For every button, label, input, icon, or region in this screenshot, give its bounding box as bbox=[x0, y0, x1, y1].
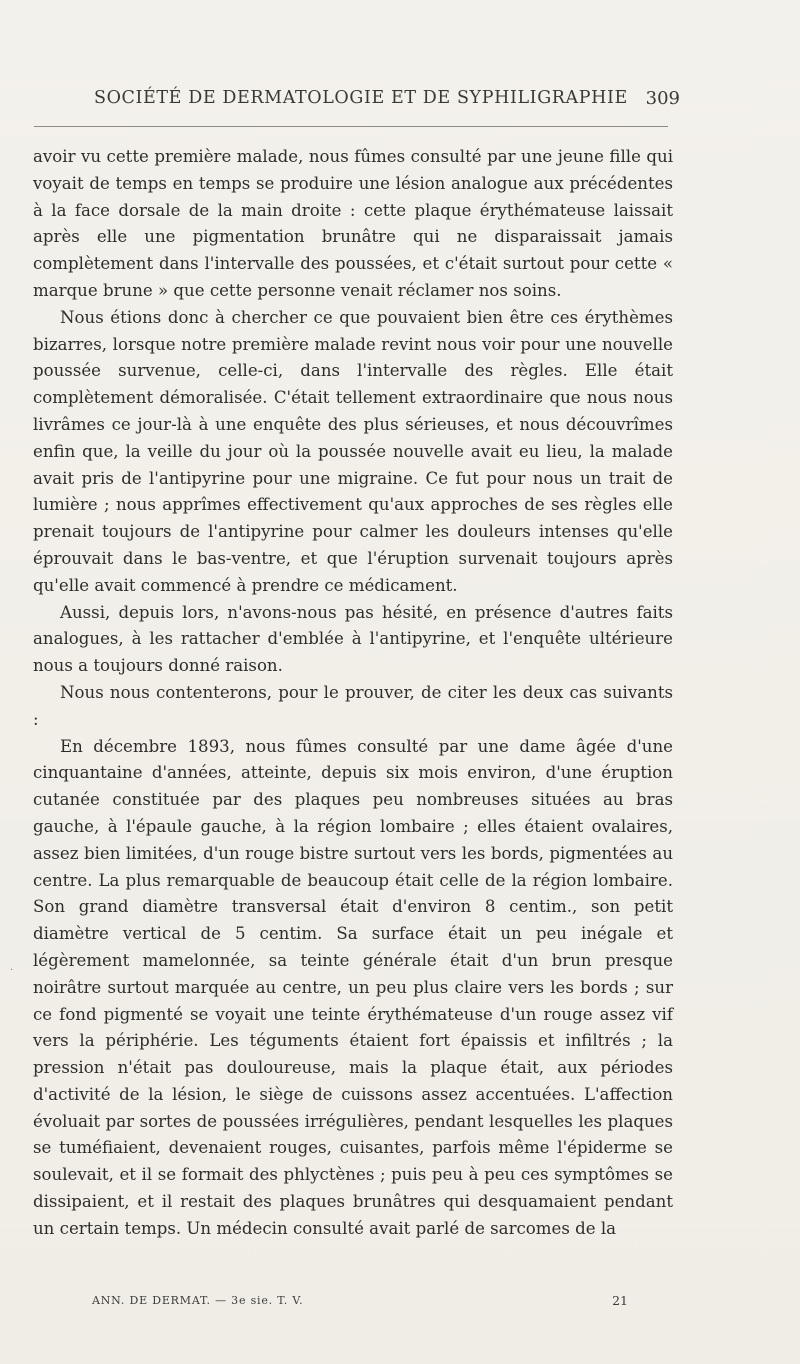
header-title: SOCIÉTÉ DE DERMATOLOGIE ET DE SYPHILIGRAPHIE bbox=[94, 88, 628, 108]
paragraph: avoir vu cette première malade, nous fûmes consulté par une jeune fille qui voyait de temps en temps se produire une lésion analogue aux précédentes à la face dorsale de la main droite : cette plaque érythémateuse laissait après elle une pigmentation brunâtre qui ne disparaissait jamais complètement dans l'intervalle des poussées, et c'était surtout pour cette « marque brune » que cette personne venait réclamer nos soins. bbox=[33, 147, 673, 300]
body-text bbox=[33, 144, 673, 1243]
margin-speck: · bbox=[10, 965, 14, 976]
paragraph: Nous étions donc à chercher ce que pouvaient bien être ces érythèmes bizarres, lorsque notre première malade revint nous voir pour une nouvelle poussée survenue, celle-ci, dans l'intervalle des règles. Elle était complètement démoralisée. C'était tellement extraordinaire que nous nous livrâmes ce jour-là à une enquête des plus sérieuses, et nous découvrîmes enfin que, la veille du jour où la poussée nouvelle avait eu lieu, la malade avait pris de l'antipyrine pour une migraine. Ce fut pour nous un trait de lumière ; nous apprîmes effectivement qu'aux approches de ses règles elle prenait toujours de l'antipyrine pour calmer les douleurs intenses qu'elle éprouvait dans le bas-ventre, et que l'éruption survenait toujours après qu'elle avait commencé à prendre ce médicament. bbox=[33, 307, 673, 595]
paragraph: Nous nous contenterons, pour le prouver, de citer les deux cas suivants : bbox=[33, 682, 673, 729]
signature-mark: 21 bbox=[612, 1293, 628, 1308]
journal-reference: ANN. DE DERMAT. — 3e sie. T. V. bbox=[92, 1294, 304, 1307]
header-rule bbox=[34, 126, 668, 127]
page-number: 309 bbox=[645, 88, 680, 109]
page-footer bbox=[92, 1294, 652, 1316]
running-header bbox=[58, 82, 688, 112]
paragraph: Aussi, depuis lors, n'avons-nous pas hésité, en présence d'autres faits analogues, à les rattacher d'emblée à l'antipyrine, et l'enquête ultérieure nous a toujours donné raison. bbox=[33, 602, 673, 676]
paragraph: En décembre 1893, nous fûmes consulté par une dame âgée d'une cinquantaine d'années, atteinte, depuis six mois environ, d'une éruption cutanée constituée par des plaques peu nombreuses situées au bras gauche, à l'épaule gauche, à la région lombaire ; elles étaient ovalaires, assez bien limitées, d'un rouge bistre surtout vers les bords, pigmentées au centre. La plus remarquable de beaucoup était celle de la région lombaire. Son grand diamètre transversal était d'environ 8 centim., son petit diamètre vertical de 5 centim. Sa surface était un peu inégale et légèrement mamelonnée, sa teinte générale était d'un brun presque noirâtre surtout marquée au centre, un peu plus claire vers les bords ; sur ce fond pigmenté se voyait une teinte érythémateuse d'un rouge assez vif vers la périphérie. Les téguments étaient fort épaissis et infiltrés ; la pression n'était pas douloureuse, mais la plaque était, aux périodes d'activité de la lésion, le siège de cuissons assez accentuées. L'affection évoluait par sortes de poussées irrégulières, pendant lesquelles les plaques se tuméfiaient, devenaient rouges, cuisantes, parfois même l'épiderme se soulevait, et il se formait des phlyctènes ; puis peu à peu ces symptômes se dissipaient, et il restait des plaques brunâtres qui desquamaient pendant un certain temps. Un médecin consulté avait parlé de sarcomes de la bbox=[33, 736, 673, 1238]
